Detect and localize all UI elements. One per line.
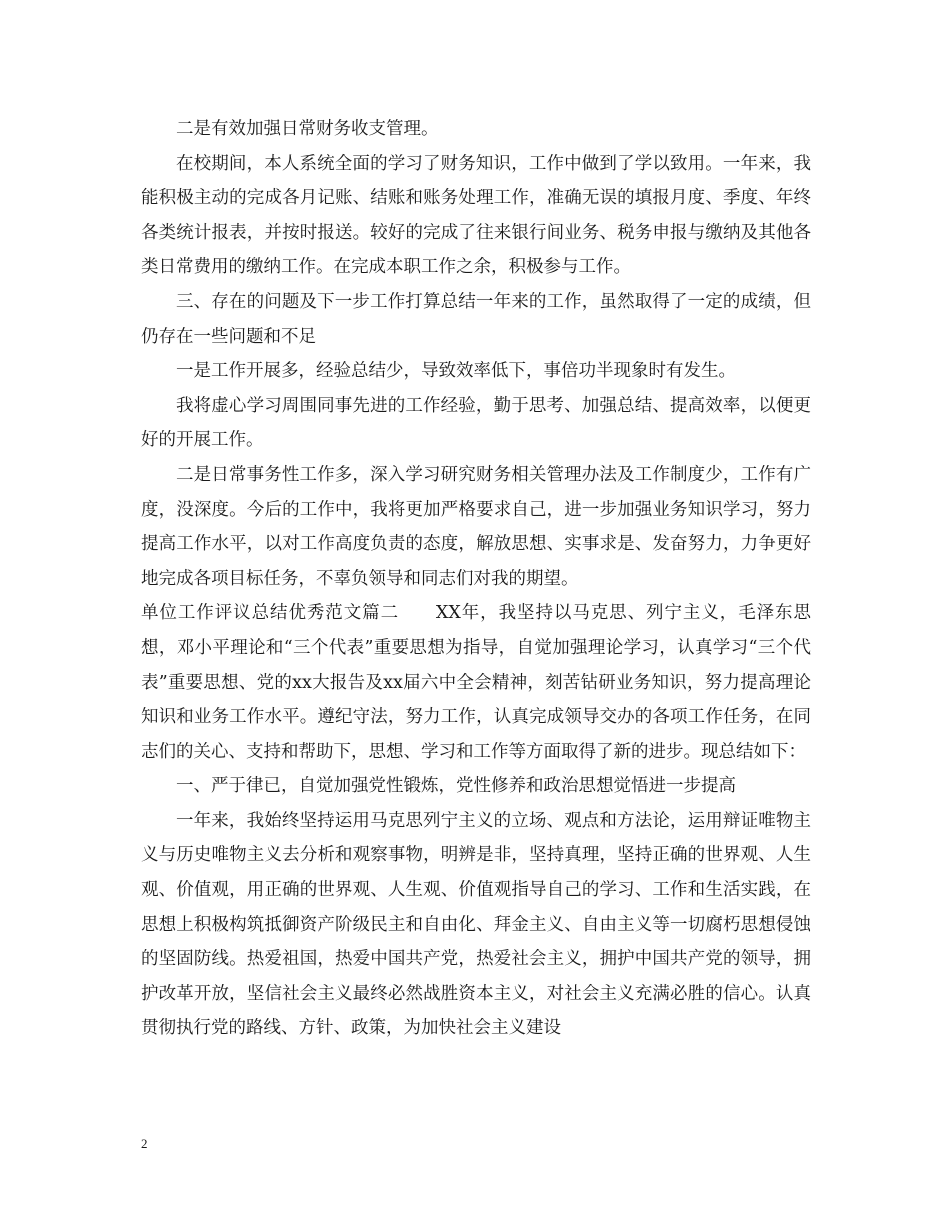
paragraph: 在校期间，本人系统全面的学习了财务知识，工作中做到了学以致用。一年来，我能积极主动的完成各月记账、结账和账务处理工作，准确无误的填报月度、季度、年终各类统计报表，并按时报送。较好的完成了往来银行间业务、税务申报与缴纳及其他各类日常费用的缴纳工作。在完成本职工作之余，积极参与工作。 [141, 153, 811, 278]
page-number: 2 [141, 1136, 148, 1151]
paragraph: 一年来，我始终坚持运用马克思列宁主义的立场、观点和方法论，运用辩证唯物主义与历史唯物主义去分析和观察事物，明辨是非，坚持真理，坚持正确的世界观、人生观、价值观，用正确的世界观、人生观、价值观指导自己的学习、工作和生活实践，在思想上积极构筑抵御资产阶级民主和自由化、拜金主义、自由主义等一切腐朽思想侵蚀的坚固防线。热爱祖国，热爱中国共产党，热爱社会主义，拥护中国共产党的领导，拥护改革开放，坚信社会主义最终必然战胜资本主义，对社会主义充满必胜的信心。认真贯彻执行党的路线、方针、政策，为加快社会主义建设 [141, 810, 811, 1039]
paragraph: 一、严于律已，自觉加强党性锻炼，党性修养和政治思想觉悟进一步提高 [176, 776, 736, 797]
paragraph: 二是日常事务性工作多，深入学习研究财务相关管理办法及工作制度少，工作有广度，没深度。今后的工作中，我将更加严格要求自己，进一步加强业务知识学习，努力提高工作水平，以对工作高度负责的态度，解放思想、实事求是、发奋努力，力争更好地完成各项目标任务，不辜负领导和同志们对我的期望。 [141, 464, 811, 589]
paragraph-section-heading: 单位工作评议总结优秀范文篇二 XX年，我坚持以马克思、列宁主义，毛泽东思想，邓小平理论和“三个代表”重要思想为指导，自觉加强理论学习，认真学习“三个代表”重要思想、党的xx大报告及xx届六中全会精神，刻苦钻研业务知识，努力提高理论知识和业务工作水平。遵纪守法，努力工作，认真完成领导交办的各项工作任务，在同志们的关心、支持和帮助下，思想、学习和工作等方面取得了新的进步。现总结如下： [141, 603, 811, 762]
paragraph: 三、存在的问题及下一步工作打算总结一年来的工作，虽然取得了一定的成绩，但仍存在一些问题和不足 [141, 291, 811, 347]
document-body [141, 112, 811, 1046]
paragraph: 我将虚心学习周围同事先进的工作经验，勤于思考、加强总结、提高效率，以便更好的开展工作。 [141, 395, 811, 451]
paragraph: 二是有效加强日常财务收支管理。 [176, 119, 439, 139]
paragraph: 一是工作开展多，经验总结少，导致效率低下，事倍功半现象时有发生。 [176, 361, 736, 382]
